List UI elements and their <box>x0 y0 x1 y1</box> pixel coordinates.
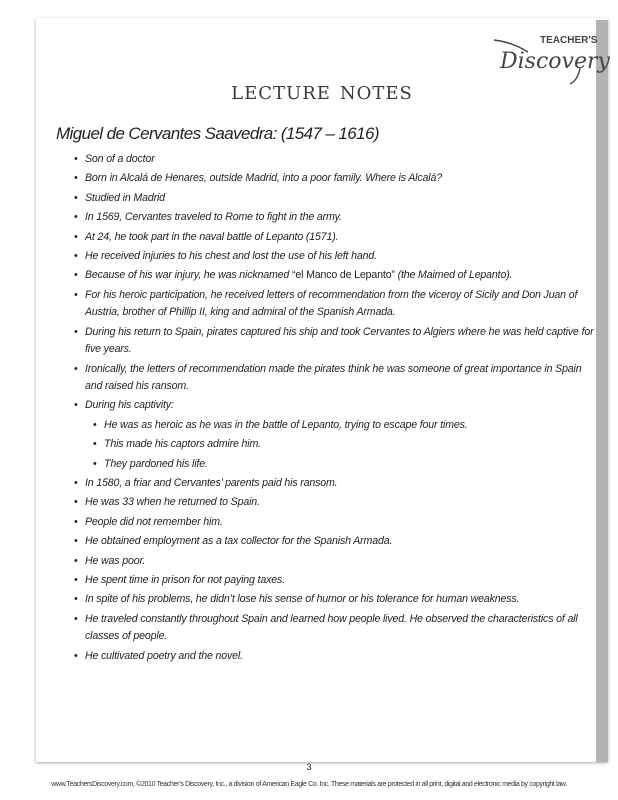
lecture-notes-list <box>74 151 594 667</box>
bullet-icon: • <box>74 288 78 301</box>
list-item-text: He was poor. <box>85 554 146 567</box>
bullet-icon: • <box>74 515 78 528</box>
list-item-text: In 1580, a friar and Cervantes’ parents paid his ransom. <box>85 476 338 489</box>
bullet-icon: • <box>74 496 78 509</box>
list-item <box>74 361 594 396</box>
list-item <box>74 475 594 493</box>
sub-list-item <box>93 417 594 435</box>
bullet-icon: • <box>74 249 78 262</box>
list-item <box>74 572 594 590</box>
list-item-text: Ironically, the letters of recommendation made the pirates think he was someone of great importance in Spain and raised his ransom. <box>85 362 582 393</box>
bullet-icon: • <box>93 457 97 470</box>
list-item <box>74 229 594 247</box>
list-item-text: He received injuries to his chest and lost the use of his left hand. <box>85 249 377 262</box>
list-item-text: He spent time in prison for not paying taxes. <box>85 573 285 586</box>
page-edge-shadow <box>596 20 608 762</box>
list-item-text: “el Manco de Lepanto” <box>291 269 395 282</box>
bullet-icon: • <box>74 269 78 282</box>
bullet-icon: • <box>74 554 78 567</box>
list-item-text: (the Maimed of Lepanto). <box>394 269 513 282</box>
bullet-icon: • <box>74 211 78 224</box>
sub-list-item <box>93 436 594 454</box>
svg-text:TEACHER'S: TEACHER'S <box>540 35 598 46</box>
list-item <box>74 553 594 571</box>
list-item <box>74 190 594 208</box>
list-item <box>74 151 594 169</box>
svg-text:Discovery: Discovery <box>500 49 610 74</box>
bullet-icon: • <box>93 418 97 431</box>
list-item-text: For his heroic participation, he received letters of recommendation from the viceroy of Sicily and Don Juan of Austria, brother of Phillip II, king and admiral of the Spanish Armada. <box>85 288 578 319</box>
bullet-icon: • <box>74 191 78 204</box>
list-item <box>74 170 594 188</box>
bullet-icon: • <box>74 593 78 606</box>
document-page <box>36 18 608 762</box>
list-item <box>74 533 594 551</box>
list-item <box>74 648 594 666</box>
list-item-text: In 1569, Cervantes traveled to Rome to fight in the army. <box>85 211 342 224</box>
list-item <box>74 591 594 609</box>
list-item-text: He obtained employment as a tax collector for the Spanish Armada. <box>85 535 393 548</box>
list-item <box>74 209 594 227</box>
list-item-text: During his captivity: <box>85 399 174 412</box>
bullet-icon: • <box>74 172 78 185</box>
bullet-icon: • <box>74 612 78 625</box>
list-item-text: This made his captors admire him. <box>104 438 261 451</box>
list-item-text: Studied in Madrid <box>85 191 165 204</box>
page-number: 3 <box>306 762 312 772</box>
list-item-text: He was as heroic as he was in the battle of Lepanto, trying to escape four times. <box>104 418 468 431</box>
list-item <box>74 494 594 512</box>
list-item-text: Son of a doctor <box>85 153 155 165</box>
bullet-icon: • <box>74 535 78 548</box>
list-item-text: At 24, he took part in the naval battle of Lepanto (1571). <box>85 230 339 243</box>
bullet-icon: • <box>74 399 78 412</box>
bullet-icon: • <box>74 476 78 489</box>
list-item <box>74 397 594 415</box>
list-item-text: In spite of his problems, he didn’t lose his sense of humor or his tolerance for human weakness. <box>85 593 520 606</box>
list-item <box>74 324 594 359</box>
list-item <box>74 287 594 322</box>
bullet-icon: • <box>74 649 78 662</box>
bullet-icon: • <box>74 325 78 338</box>
bullet-icon: • <box>93 438 97 451</box>
bullet-icon: • <box>74 153 78 165</box>
list-item <box>74 267 594 285</box>
copyright-footer: www.TeachersDiscovery.com, ©2010 Teacher’s Discovery, Inc., a division of American Eagle Co. Inc. These materials are protected in all print, digital and electronic media by copyright law. <box>51 781 567 788</box>
subtitle: Miguel de Cervantes Saavedra: (1547 – 1616) <box>56 124 379 143</box>
list-item-text: He was 33 when he returned to Spain. <box>85 496 260 509</box>
list-item <box>74 514 594 532</box>
list-item-text: He cultivated poetry and the novel. <box>85 649 243 662</box>
list-item-text: They pardoned his life. <box>104 457 208 470</box>
list-item <box>74 248 594 266</box>
list-item-text: He traveled constantly throughout Spain and learned how people lived. He observed the characteristics of all classes of people. <box>85 612 578 643</box>
list-item-text: People did not remember him. <box>85 515 223 528</box>
list-item-text: Because of his war injury, he was nicknamed <box>85 269 292 282</box>
list-item-text: Born in Alcalá de Henares, outside Madrid, into a poor family. Where is Alcalá? <box>85 172 442 185</box>
list-item-text: During his return to Spain, pirates captured his ship and took Cervantes to Algiers where he was held captive for five years. <box>85 325 594 356</box>
list-item <box>74 611 594 646</box>
bullet-icon: • <box>74 573 78 586</box>
bullet-icon: • <box>74 362 78 375</box>
bullet-icon: • <box>74 230 78 243</box>
page-title: lecture notes <box>231 76 413 105</box>
sub-list-item <box>93 456 594 474</box>
